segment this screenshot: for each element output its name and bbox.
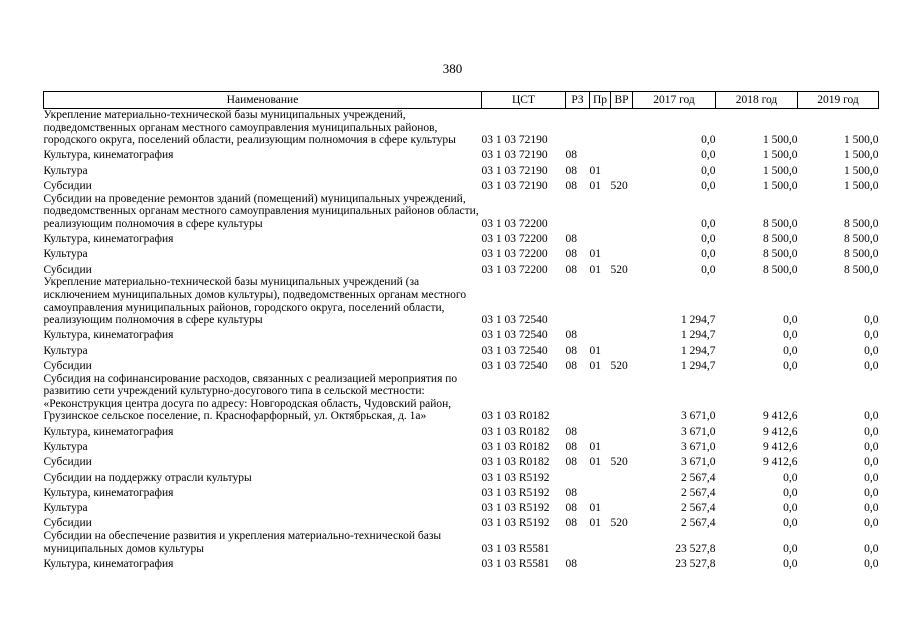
row-pr: 01 — [589, 180, 601, 193]
row-pr: 01 — [589, 164, 601, 177]
row-value-2019: 0,0 — [864, 557, 879, 570]
row-vr — [611, 230, 633, 245]
row-rz — [566, 469, 590, 484]
table-row — [44, 530, 879, 555]
row-value-2018: 0,0 — [783, 360, 798, 373]
row-value-2019: 0,0 — [864, 542, 879, 555]
row-rz — [566, 530, 590, 555]
row-value-2019: 0,0 — [864, 410, 879, 423]
row-value-2019: 1 500,0 — [844, 134, 879, 147]
row-csr: 03 1 03 R5192 — [481, 486, 550, 499]
row-name: Субсидия на софинансирование расходов, связанных с реализацией мероприятия по развитию сети учреждений культурно-досугового типа в сельской местности: «Реконструкция центра досуга по адресу: Новгородская область, Чудовский район, Грузинское сельское поселение, п. Краснофарфорный, ул. Октябрьская, д. 1а» — [43, 372, 458, 423]
table-row — [44, 454, 879, 469]
row-value-2018: 1 500,0 — [763, 164, 798, 177]
row-csr: 03 1 03 72540 — [481, 314, 548, 327]
header-csr: ЦСТ — [482, 92, 566, 109]
row-pr — [590, 484, 611, 499]
row-value-2017: 0,0 — [701, 164, 716, 177]
row-rz: 08 — [565, 263, 577, 276]
row-name: Субсидии — [43, 517, 92, 530]
row-name: Субсидии — [43, 360, 92, 373]
table-row — [44, 423, 879, 438]
row-value-2019: 0,0 — [864, 486, 879, 499]
row-vr: 520 — [610, 180, 628, 193]
table-row — [44, 177, 879, 192]
row-csr: 03 1 03 R0182 — [481, 456, 550, 469]
row-csr: 03 1 03 72540 — [481, 360, 548, 373]
table-row — [44, 499, 879, 514]
header-2017: 2017 год — [633, 92, 716, 109]
row-value-2019: 0,0 — [864, 440, 879, 453]
row-pr: 01 — [589, 440, 601, 453]
row-rz: 08 — [565, 360, 577, 373]
row-pr — [590, 230, 611, 245]
table-row — [44, 438, 879, 453]
row-value-2017: 2 567,4 — [681, 486, 716, 499]
row-value-2017: 3 671,0 — [681, 440, 716, 453]
row-rz: 08 — [565, 329, 577, 342]
row-pr: 01 — [589, 456, 601, 469]
row-value-2018: 8 500,0 — [763, 217, 798, 230]
row-name: Субсидии на обеспечение развития и укрепления материально-технической базы муниципальных домов культуры — [43, 530, 442, 555]
header-pr: Пр — [590, 92, 611, 109]
row-value-2017: 2 567,4 — [681, 517, 716, 530]
row-csr: 03 1 03 R5192 — [481, 502, 550, 515]
row-vr — [611, 193, 633, 231]
row-value-2017: 0,0 — [701, 134, 716, 147]
row-value-2017: 23 527,8 — [675, 557, 716, 570]
row-value-2017: 0,0 — [701, 180, 716, 193]
row-vr: 520 — [610, 360, 628, 373]
row-csr: 03 1 03 72200 — [481, 263, 548, 276]
table-row — [44, 109, 879, 147]
row-pr — [590, 423, 611, 438]
row-vr — [611, 469, 633, 484]
table-row — [44, 469, 879, 484]
row-value-2018: 0,0 — [783, 471, 798, 484]
row-value-2019: 8 500,0 — [844, 248, 879, 261]
row-value-2017: 1 294,7 — [681, 344, 716, 357]
header-2019: 2019 год — [798, 92, 879, 109]
row-value-2018: 8 500,0 — [763, 248, 798, 261]
row-rz: 08 — [565, 517, 577, 530]
row-vr — [611, 373, 633, 423]
row-vr — [611, 423, 633, 438]
row-vr: 520 — [610, 517, 628, 530]
row-value-2019: 1 500,0 — [844, 149, 879, 162]
row-pr: 01 — [589, 517, 601, 530]
row-value-2019: 1 500,0 — [844, 164, 879, 177]
row-rz: 08 — [565, 149, 577, 162]
row-value-2018: 0,0 — [783, 557, 798, 570]
table-row — [44, 230, 879, 245]
row-value-2018: 1 500,0 — [763, 134, 798, 147]
header-2018: 2018 год — [716, 92, 798, 109]
row-rz — [566, 276, 590, 326]
row-value-2018: 1 500,0 — [763, 149, 798, 162]
row-pr: 01 — [589, 263, 601, 276]
header-name: Наименование — [44, 92, 482, 109]
row-name: Культура, кинематография — [43, 425, 174, 438]
row-value-2017: 3 671,0 — [681, 456, 716, 469]
row-name: Культура, кинематография — [43, 233, 174, 246]
row-value-2019: 1 500,0 — [844, 180, 879, 193]
row-rz: 08 — [565, 233, 577, 246]
row-name: Субсидии на проведение ремонтов зданий (помещений) муниципальных учреждений, подведомственных органам местного самоуправления муниципальных районов области, реализующим полномочия в сфере культуры — [43, 192, 479, 230]
row-pr — [590, 469, 611, 484]
row-pr — [590, 373, 611, 423]
table-row — [44, 515, 879, 530]
row-rz: 08 — [565, 440, 577, 453]
table-row — [44, 357, 879, 372]
row-value-2017: 0,0 — [701, 248, 716, 261]
row-rz: 08 — [565, 557, 577, 570]
row-name: Культура — [43, 440, 88, 453]
row-pr — [590, 147, 611, 162]
row-value-2019: 8 500,0 — [844, 263, 879, 276]
row-rz: 08 — [565, 456, 577, 469]
row-rz: 08 — [565, 248, 577, 261]
table-row — [44, 276, 879, 326]
row-pr: 01 — [589, 360, 601, 373]
row-value-2019: 0,0 — [864, 329, 879, 342]
row-value-2019: 0,0 — [864, 360, 879, 373]
row-vr — [611, 327, 633, 342]
row-value-2018: 0,0 — [783, 542, 798, 555]
row-vr — [611, 109, 633, 147]
row-value-2017: 1 294,7 — [681, 329, 716, 342]
row-csr: 03 1 03 72190 — [481, 180, 548, 193]
row-name: Укрепление материально-технической базы муниципальных учреждений, подведомственных органам местного самоуправления муниципальных районов, городского округа, поселений области, реализующим полномочия в сфере культуры — [43, 109, 456, 147]
row-value-2018: 0,0 — [783, 502, 798, 515]
row-name: Культура, кинематография — [43, 329, 174, 342]
table-row — [44, 484, 879, 499]
table-row — [44, 373, 879, 423]
table-row — [44, 147, 879, 162]
row-vr — [611, 162, 633, 177]
row-vr — [611, 276, 633, 326]
row-csr: 03 1 03 72190 — [481, 134, 548, 147]
row-csr: 03 1 03 72200 — [481, 248, 548, 261]
row-pr — [590, 530, 611, 555]
row-value-2017: 0,0 — [701, 217, 716, 230]
row-value-2017: 2 567,4 — [681, 471, 716, 484]
row-rz: 08 — [565, 180, 577, 193]
row-value-2019: 0,0 — [864, 456, 879, 469]
row-value-2018: 0,0 — [783, 329, 798, 342]
row-value-2017: 23 527,8 — [675, 542, 716, 555]
row-rz: 08 — [565, 425, 577, 438]
row-name: Культура — [43, 502, 88, 515]
row-name: Укрепление материально-технической базы муниципальных учреждений (за исключением муниципальных домов культуры), подведомственных органам местного самоуправления муниципальных районов, городского округа, поселений области, реализующим полномочия в сфере культуры — [43, 276, 467, 327]
row-value-2017: 1 294,7 — [681, 314, 716, 327]
row-value-2019: 0,0 — [864, 502, 879, 515]
row-pr — [590, 109, 611, 147]
row-value-2019: 0,0 — [864, 471, 879, 484]
row-value-2019: 0,0 — [864, 344, 879, 357]
row-value-2019: 8 500,0 — [844, 217, 879, 230]
row-name: Культура, кинематография — [43, 486, 174, 499]
row-csr: 03 1 03 72540 — [481, 329, 548, 342]
row-vr — [611, 438, 633, 453]
row-value-2018: 8 500,0 — [763, 233, 798, 246]
table-body — [44, 109, 879, 571]
row-pr — [590, 193, 611, 231]
budget-table — [43, 91, 879, 571]
row-csr: 03 1 03 R5581 — [481, 542, 550, 555]
row-vr — [611, 484, 633, 499]
row-value-2017: 0,0 — [701, 233, 716, 246]
table-row — [44, 342, 879, 357]
row-pr — [590, 276, 611, 326]
row-name: Субсидии — [43, 456, 92, 469]
row-csr: 03 1 03 R5192 — [481, 471, 550, 484]
row-pr: 01 — [589, 344, 601, 357]
row-rz: 08 — [565, 502, 577, 515]
table-row — [44, 162, 879, 177]
row-value-2018: 1 500,0 — [763, 180, 798, 193]
row-vr — [611, 555, 633, 570]
row-value-2018: 9 412,6 — [763, 456, 798, 469]
row-rz — [566, 373, 590, 423]
table-header — [44, 92, 879, 109]
row-pr: 01 — [589, 502, 601, 515]
row-value-2018: 0,0 — [783, 344, 798, 357]
row-csr: 03 1 03 R0182 — [481, 440, 550, 453]
row-csr: 03 1 03 R0182 — [481, 425, 550, 438]
table-row — [44, 246, 879, 261]
row-value-2017: 1 294,7 — [681, 360, 716, 373]
header-vr: ВР — [611, 92, 633, 109]
row-value-2018: 9 412,6 — [763, 425, 798, 438]
row-name: Культура — [43, 248, 88, 261]
row-name: Субсидии — [43, 180, 92, 193]
row-vr — [611, 246, 633, 261]
row-name: Культура — [43, 344, 88, 357]
row-rz — [566, 109, 590, 147]
row-pr — [590, 327, 611, 342]
table-row — [44, 261, 879, 276]
row-value-2017: 0,0 — [701, 149, 716, 162]
row-rz: 08 — [565, 344, 577, 357]
row-csr: 03 1 03 72200 — [481, 233, 548, 246]
row-rz: 08 — [565, 164, 577, 177]
row-vr — [611, 530, 633, 555]
row-name: Культура, кинематография — [43, 557, 174, 570]
row-value-2017: 3 671,0 — [681, 410, 716, 423]
row-csr: 03 1 03 R5192 — [481, 517, 550, 530]
row-name: Культура — [43, 164, 88, 177]
row-csr: 03 1 03 72190 — [481, 149, 548, 162]
page-number: 380 — [442, 61, 463, 76]
row-vr — [611, 499, 633, 514]
row-name: Субсидии — [43, 263, 92, 276]
row-pr: 01 — [589, 248, 601, 261]
row-value-2018: 8 500,0 — [763, 263, 798, 276]
row-vr — [611, 147, 633, 162]
row-name: Субсидии на поддержку отрасли культуры — [43, 471, 252, 484]
row-value-2017: 2 567,4 — [681, 502, 716, 515]
row-value-2018: 0,0 — [783, 314, 798, 327]
header-rz: РЗ — [566, 92, 590, 109]
row-value-2018: 0,0 — [783, 486, 798, 499]
row-name: Культура, кинематография — [43, 149, 174, 162]
row-csr: 03 1 03 72190 — [481, 164, 548, 177]
row-rz — [566, 193, 590, 231]
table-row — [44, 327, 879, 342]
table-row — [44, 193, 879, 231]
row-csr: 03 1 03 R0182 — [481, 410, 550, 423]
row-vr — [611, 342, 633, 357]
row-value-2019: 0,0 — [864, 425, 879, 438]
row-vr: 520 — [610, 456, 628, 469]
row-value-2018: 9 412,6 — [763, 440, 798, 453]
row-value-2019: 0,0 — [864, 517, 879, 530]
row-value-2017: 0,0 — [701, 263, 716, 276]
row-csr: 03 1 03 R5581 — [481, 557, 550, 570]
table-row — [44, 555, 879, 570]
row-value-2018: 0,0 — [783, 517, 798, 530]
row-pr — [590, 555, 611, 570]
row-value-2019: 0,0 — [864, 314, 879, 327]
row-rz: 08 — [565, 486, 577, 499]
row-csr: 03 1 03 72200 — [481, 217, 548, 230]
row-csr: 03 1 03 72540 — [481, 344, 548, 357]
row-value-2017: 3 671,0 — [681, 425, 716, 438]
row-vr: 520 — [610, 263, 628, 276]
row-value-2019: 8 500,0 — [844, 233, 879, 246]
row-value-2018: 9 412,6 — [763, 410, 798, 423]
